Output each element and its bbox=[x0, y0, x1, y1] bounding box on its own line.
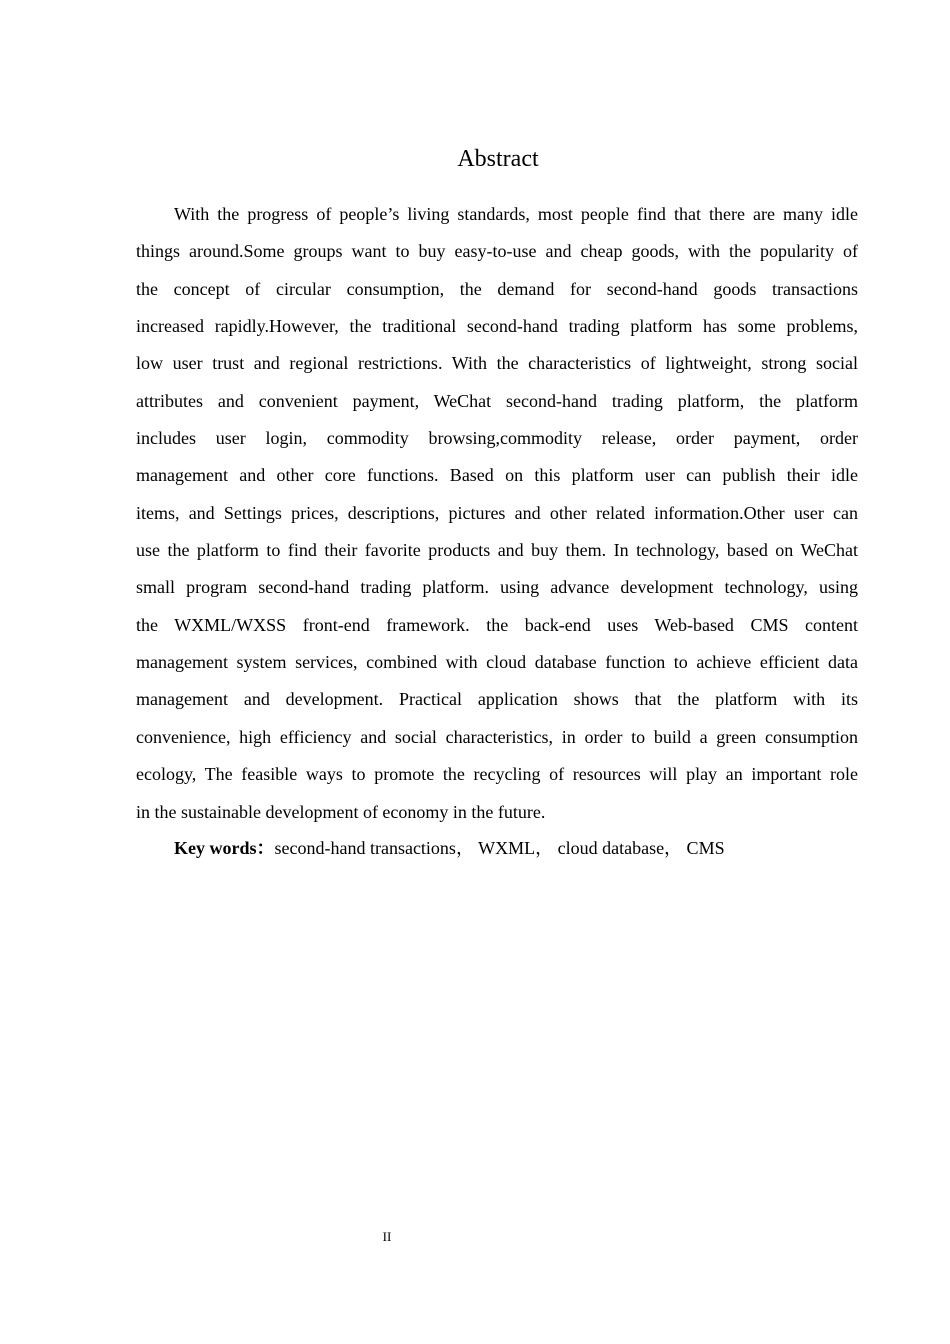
abstract-line: convenience, high efficiency and social characteristics, in order to build a green consumption bbox=[136, 726, 858, 747]
keywords bbox=[174, 834, 725, 862]
abstract-line: in the sustainable development of economy in the future. bbox=[136, 801, 546, 822]
abstract-line: items, and Settings prices, descriptions, pictures and other related information.Other user can bbox=[136, 502, 858, 523]
abstract-line: low user trust and regional restrictions. With the characteristics of lightweight, strong social bbox=[136, 353, 858, 374]
abstract-line: things around.Some groups want to buy easy-to-use and cheap goods, with the popularity of bbox=[136, 241, 858, 262]
keywords-label: Key words： bbox=[174, 838, 275, 858]
abstract-line: includes user login, commodity browsing,commodity release, order payment, order bbox=[136, 428, 858, 449]
page-title: Abstract bbox=[457, 146, 539, 172]
abstract-line: the concept of circular consumption, the demand for second-hand goods transactions bbox=[136, 278, 858, 299]
abstract-line: With the progress of people’s living standards, most people find that there are many idle bbox=[174, 204, 858, 224]
abstract-line: small program second-hand trading platform. using advance development technology, using bbox=[136, 577, 858, 598]
abstract-line: attributes and convenient payment, WeChat second-hand trading platform, the platform bbox=[136, 390, 858, 411]
abstract-line: management and other core functions. Based on this platform user can publish their idle bbox=[136, 465, 858, 486]
abstract-line: ecology, The feasible ways to promote the recycling of resources will play an important role bbox=[136, 764, 858, 785]
page-number: II bbox=[382, 1229, 392, 1244]
abstract-line: management system services, combined with cloud database function to achieve efficient data bbox=[136, 652, 858, 673]
abstract-line: use the platform to find their favorite products and buy them. In technology, based on WeChat bbox=[136, 540, 858, 561]
abstract-body bbox=[136, 200, 858, 835]
abstract-line: the WXML/WXSS front-end framework. the back-end uses Web-based CMS content bbox=[136, 614, 858, 635]
keywords-value: second-hand transactions， WXML， cloud database， CMS bbox=[274, 838, 725, 858]
abstract-line: increased rapidly.However, the traditional second-hand trading platform has some problems, bbox=[136, 316, 858, 337]
abstract-line: management and development. Practical application shows that the platform with its bbox=[136, 689, 858, 710]
